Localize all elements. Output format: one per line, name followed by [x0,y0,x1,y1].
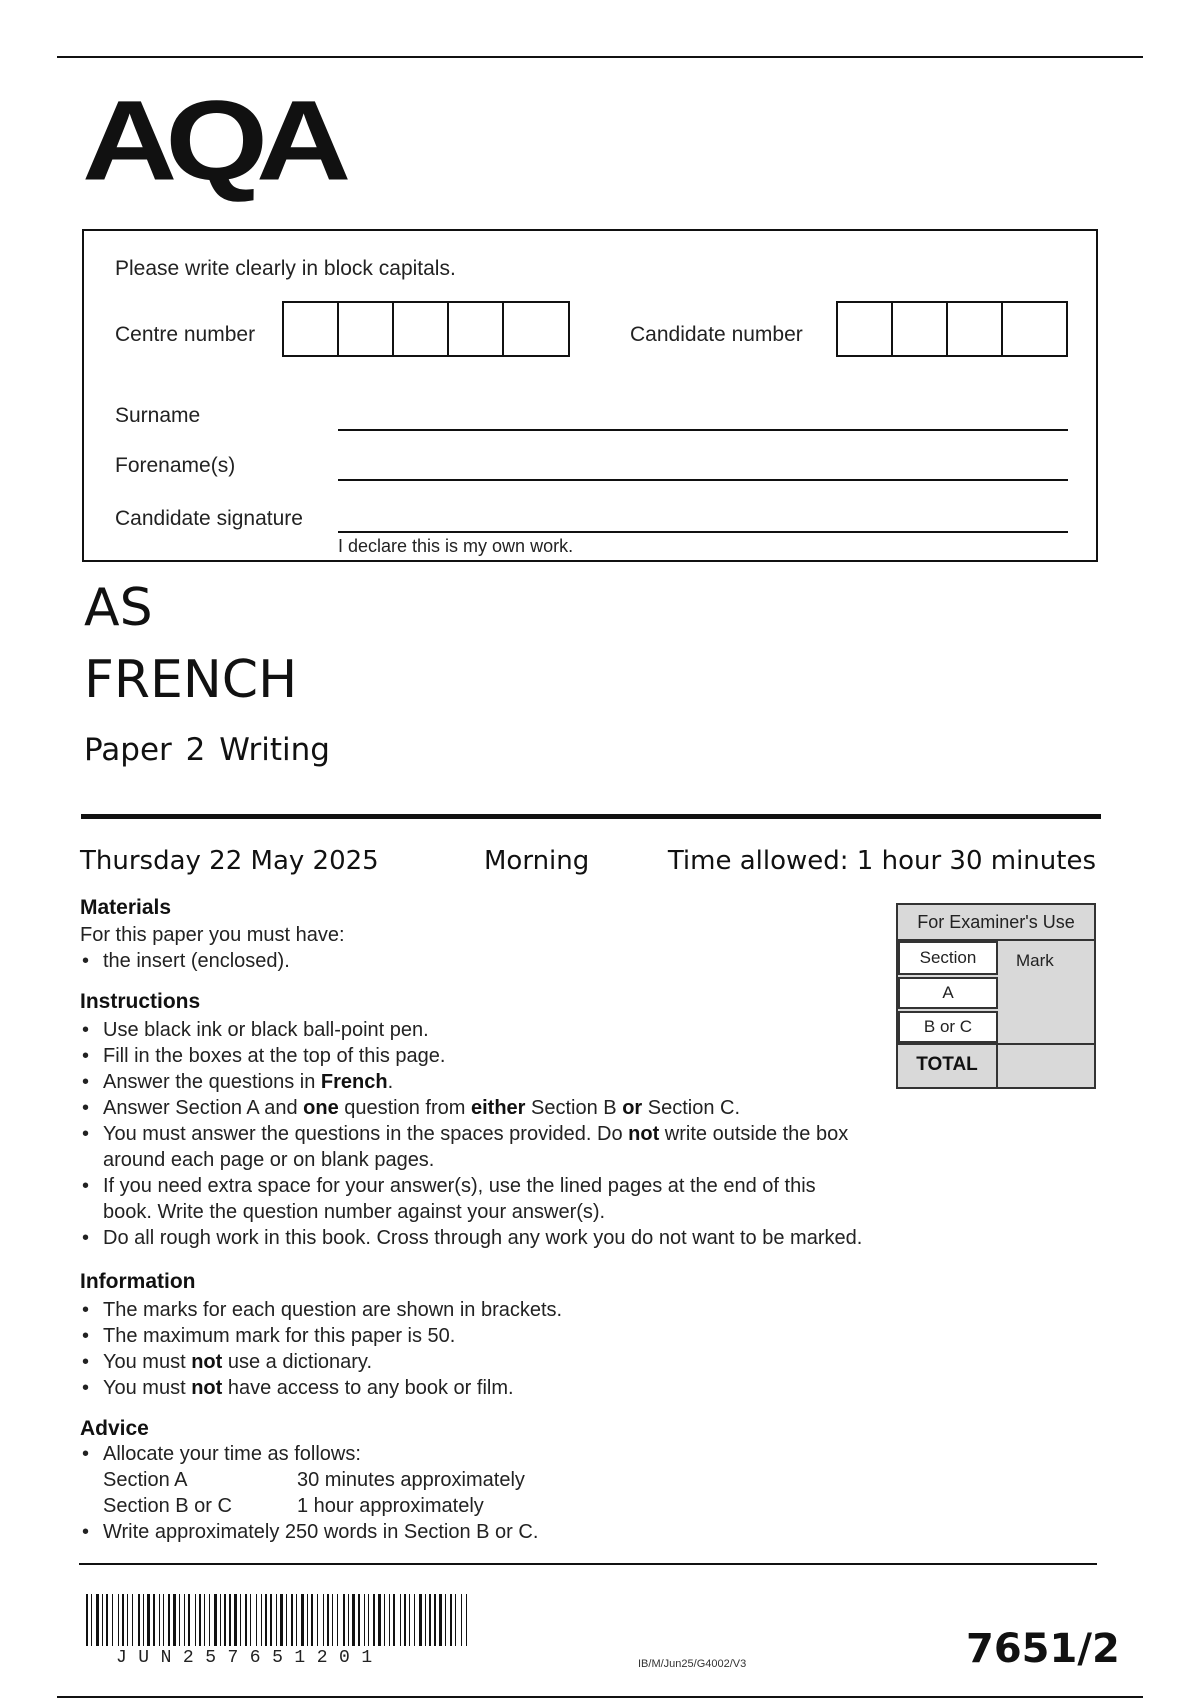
centre-number-boxes[interactable] [282,301,570,357]
barcode-bar [439,1594,442,1646]
barcode-bar [265,1594,267,1646]
barcode-bar [245,1594,247,1646]
materials-heading: Materials [80,896,172,919]
paper-code: 7651/2 [966,1626,1120,1672]
allocation-time: 1 hour approximately [297,1495,484,1517]
emphasis-text: one [303,1097,339,1119]
barcode-bar [419,1594,422,1646]
information-text: have access to any book or film. [222,1377,514,1399]
barcode-bar [404,1594,406,1646]
barcode-bar [220,1594,221,1646]
barcode-bar [348,1594,349,1646]
barcode-bar [425,1594,426,1646]
forenames-field[interactable] [338,479,1068,481]
candidate-number-digit[interactable] [893,303,948,355]
instruction-item: • Use black ink or black ball-point pen. [80,1017,930,1043]
section-column-header: Section [898,941,998,975]
advice-item: • Write approximately 250 words in Section B or C. [80,1519,780,1545]
signature-field[interactable] [338,531,1068,533]
barcode-bar [296,1594,297,1646]
candidate-details-box [82,229,1098,562]
barcode-bar [240,1594,241,1646]
barcode-bar [138,1594,140,1646]
instructions-list [80,1017,930,1251]
candidate-number-digit[interactable] [838,303,893,355]
section-row-b-or-c: B or C [898,1011,998,1043]
barcode-bar [127,1594,128,1646]
surname-field[interactable] [338,429,1068,431]
barcode-bar [153,1594,155,1646]
forenames-label: Forename(s) [115,454,236,477]
allocation-section: Section A [103,1469,188,1491]
candidate-number-boxes[interactable] [836,301,1068,357]
time-allowed: Time allowed: 1 hour 30 minutes [667,846,1096,876]
barcode-bar [450,1594,452,1646]
examiner-use-table [896,903,1096,1089]
advice-heading: Advice [80,1417,149,1440]
barcode-bar [352,1594,355,1646]
time-allocation-row [103,1467,780,1493]
barcode-bar [409,1594,410,1646]
barcode-bar [327,1594,329,1646]
barcode-image [86,1594,470,1646]
instruction-text: question from [338,1097,471,1119]
barcode-bar [280,1594,283,1646]
information-item: • The marks for each question are shown in brackets. [80,1297,562,1323]
information-list [80,1297,562,1401]
barcode-bar [414,1594,415,1646]
subject-title: FRENCH [84,650,298,710]
instruction-item: • If you need extra space for your answer(s), use the lined pages at the end of this book. Write the question number against your answer(s). [80,1173,823,1225]
centre-number-label: Centre number [115,323,256,346]
top-rule [57,56,1143,58]
barcode-bar [224,1594,226,1646]
candidate-number-digit[interactable] [1003,303,1058,355]
section-row-a: A [898,977,998,1009]
time-allocation-row [103,1493,780,1519]
barcode-bar [429,1594,431,1646]
barcode-bar [199,1594,201,1646]
barcode-bar [250,1594,251,1646]
emphasis-text: French [320,1071,388,1093]
barcode-bar [91,1594,92,1646]
barcode-bar [143,1594,144,1646]
centre-number-digit[interactable] [284,303,339,355]
centre-number-digit[interactable] [394,303,449,355]
barcode-bar [86,1594,88,1646]
information-item [80,1375,562,1401]
total-label: TOTAL [898,1045,998,1087]
barcode-bar [466,1594,467,1646]
exam-session: Morning [484,846,590,876]
instruction-item [80,1095,930,1121]
declaration-text: I declare this is my own work. [338,536,574,556]
information-heading: Information [80,1270,196,1293]
barcode-bar [445,1594,446,1646]
qualification-level: AS [84,578,153,638]
barcode-bar [291,1594,293,1646]
instruction-text: Answer the questions in [103,1071,321,1093]
barcode-bar [301,1594,304,1646]
centre-number-digit[interactable] [449,303,504,355]
barcode-bar [159,1594,160,1646]
exam-date: Thursday 22 May 2025 [80,846,379,876]
barcode-bar [389,1594,390,1646]
allocation-time: 30 minutes approximately [297,1469,525,1491]
barcode-bar [256,1594,257,1646]
document-reference: IB/M/Jun25/G4002/V3 [638,1658,747,1670]
mark-column-header: Mark [1016,951,1054,970]
barcode-bar [168,1594,170,1646]
centre-number-digit[interactable] [339,303,394,355]
barcode-bar [234,1594,237,1646]
barcode-bar [122,1594,124,1646]
barcode-bar [400,1594,401,1646]
instruction-text: Section C. [642,1097,741,1119]
instruction-item: • Fill in the boxes at the top of this page. [80,1043,930,1069]
barcode-bar [179,1594,180,1646]
information-text: You must [103,1351,192,1373]
barcode-bar [337,1594,338,1646]
advice-item [80,1441,780,1519]
paper-title: Paper 2 Writing [84,732,330,768]
barcode-bar [163,1594,164,1646]
barcode-bar [384,1594,385,1646]
instruction-text: write outside the box around each page or on blank pages. [103,1123,849,1171]
barcode-bar [270,1594,272,1646]
emphasis-text: not [191,1351,223,1373]
candidate-number-digit[interactable] [948,303,1003,355]
barcode-bar [184,1594,185,1646]
barcode-bar [323,1594,324,1646]
information-item: • The maximum mark for this paper is 50. [80,1323,562,1349]
barcode-bar [378,1594,381,1646]
barcode-bar [358,1594,360,1646]
barcode-bar [96,1594,99,1646]
footer-divider [79,1563,1097,1565]
barcode-bar [261,1594,262,1646]
signature-label: Candidate signature [115,507,303,530]
instruction-text: Answer Section A and [103,1097,304,1119]
barcode-bar [393,1594,395,1646]
instruction-text: Section B [525,1097,623,1119]
barcode-bar [311,1594,313,1646]
barcode-bar [173,1594,176,1646]
barcode-bar [373,1594,375,1646]
instruction-item [80,1069,930,1095]
barcode-bar [106,1594,108,1646]
barcode-digits: JUN257651201 [116,1648,384,1668]
barcode-bar [317,1594,318,1646]
instruction-text: You must answer the questions in the spaces provided. Do [103,1123,629,1145]
thick-divider [81,814,1101,819]
emphasis-text: not [628,1123,660,1145]
instructions-heading: Instructions [80,990,201,1013]
barcode-bar [102,1594,103,1646]
block-capitals-instruction: Please write clearly in block capitals. [115,257,456,280]
barcode-bar [112,1594,113,1646]
information-text: You must [103,1377,192,1399]
centre-number-digit[interactable] [504,303,559,355]
aqa-logo: AQA [82,77,340,204]
allocation-section: Section B or C [103,1495,232,1517]
barcode-bar [455,1594,456,1646]
advice-text: • Allocate your time as follows: [103,1443,361,1465]
emphasis-text: or [622,1097,643,1119]
instruction-text: . [387,1071,394,1093]
barcode-bar [195,1594,196,1646]
barcode-bar [204,1594,205,1646]
barcode-bar [118,1594,119,1646]
examiner-table-body [896,941,1096,1089]
materials-intro: For this paper you must have: [80,924,345,946]
barcode-bar [209,1594,210,1646]
instruction-item [80,1121,903,1173]
barcode-bar [343,1594,345,1646]
instruction-item: • Do all rough work in this book. Cross through any work you do not want to be marked. [80,1225,930,1251]
barcode-bar [286,1594,287,1646]
emphasis-text: either [471,1097,526,1119]
barcode-bar [364,1594,365,1646]
candidate-number-label: Candidate number [630,323,803,346]
barcode-bar [188,1594,190,1646]
information-item [80,1349,562,1375]
surname-label: Surname [115,404,201,427]
bottom-rule [57,1696,1143,1698]
barcode-bar [229,1594,231,1646]
materials-item: • the insert (enclosed). [80,948,290,974]
barcode-bar [214,1594,217,1646]
emphasis-text: not [191,1377,223,1399]
barcode-bar [332,1594,333,1646]
barcode-bar [434,1594,436,1646]
barcode-bar [307,1594,308,1646]
barcode-bar [132,1594,133,1646]
barcode-bar [147,1594,150,1646]
barcode-bar [461,1594,462,1646]
barcode-bar [276,1594,277,1646]
examiner-table-header: For Examiner's Use [896,903,1096,941]
information-text: use a dictionary. [222,1351,373,1373]
materials-list [80,948,290,974]
advice-list [80,1441,780,1545]
barcode-bar [368,1594,369,1646]
